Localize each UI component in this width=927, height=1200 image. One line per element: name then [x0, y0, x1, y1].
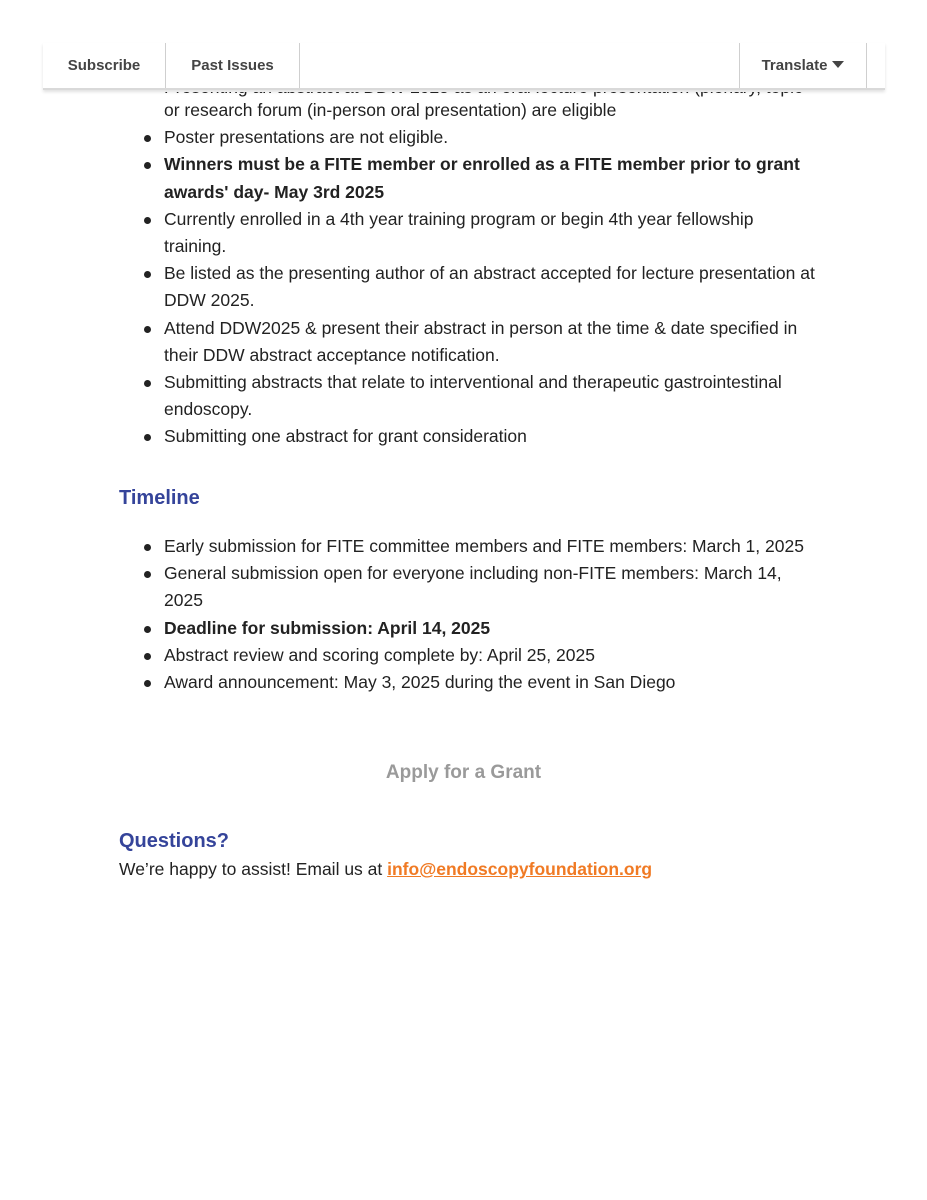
bullet-icon [144, 380, 151, 387]
list-item-text: Winners must be a FITE member or enrolled as a FITE member prior to grant awards' day- May 3rd 2025 [164, 154, 800, 202]
list-item [140, 369, 820, 423]
bullet-icon [144, 162, 151, 169]
list-item-text: Early submission for FITE committee members and FITE members: March 1, 2025 [164, 536, 804, 556]
email-link[interactable]: info@endoscopyfoundation.org [387, 859, 653, 879]
apply-for-grant-button[interactable]: Apply for a Grant [385, 762, 542, 783]
list-item [140, 669, 820, 696]
list-item-text: Submitting abstracts that relate to interventional and therapeutic gastrointestinal endoscopy. [164, 372, 782, 420]
bullet-icon [144, 434, 151, 441]
timeline-heading: Timeline [119, 487, 200, 509]
caret-down-icon [832, 61, 844, 68]
questions-text [119, 859, 652, 880]
list-item-text: Attend DDW2025 & present their abstract in person at the time & date specified in their DDW abstract acceptance notification. [164, 317, 798, 365]
list-item-text: Currently enrolled in a 4th year training program or begin 4th year fellowship training. [164, 208, 754, 257]
list-item [140, 533, 820, 560]
list-item-text: General submission open for everyone including non-FITE members: March 14, 2025 [164, 563, 782, 611]
list-item-text: Deadline for submission: April 14, 2025 [164, 617, 491, 638]
list-item [140, 315, 820, 369]
bullet-icon [144, 680, 151, 687]
list-item-text: Poster presentations are not eligible. [164, 127, 449, 148]
list-item [140, 151, 820, 205]
bullet-icon [144, 544, 151, 551]
bullet-icon [144, 135, 151, 142]
bullet-icon [144, 271, 151, 278]
list-item-text: Abstract review and scoring complete by: April 25, 2025 [164, 644, 595, 665]
questions-heading: Questions? [119, 830, 230, 852]
bullet-icon [144, 217, 151, 224]
eligibility-list [140, 97, 820, 451]
list-item [140, 124, 820, 151]
translate-label: Translate [761, 57, 828, 74]
bullet-icon [144, 571, 151, 578]
timeline-list [140, 533, 820, 696]
past-issues-link[interactable]: Past Issues [166, 43, 300, 88]
bullet-icon [144, 326, 151, 333]
list-item [140, 642, 820, 669]
list-item-text: Award announcement: May 3, 2025 during the event in San Diego [164, 672, 676, 693]
list-item [140, 615, 820, 642]
list-item [140, 97, 820, 124]
list-item [140, 206, 820, 260]
list-item [140, 560, 820, 614]
eligibility-partial-text: or research forum (in-person oral presentation) are eligible [164, 100, 617, 120]
bullet-icon [144, 626, 151, 633]
bullet-icon [144, 653, 151, 660]
list-item [140, 423, 820, 450]
translate-dropdown[interactable] [739, 43, 867, 88]
list-item-text: Submitting one abstract for grant consideration [164, 426, 527, 447]
list-item [140, 260, 820, 314]
questions-body: We’re happy to assist! Email us at [119, 859, 388, 879]
subscribe-link[interactable]: Subscribe [43, 43, 166, 88]
list-item-text: Be listed as the presenting author of an abstract accepted for lecture presentation at DDW 2025. [164, 263, 815, 311]
top-navbar [43, 43, 885, 90]
